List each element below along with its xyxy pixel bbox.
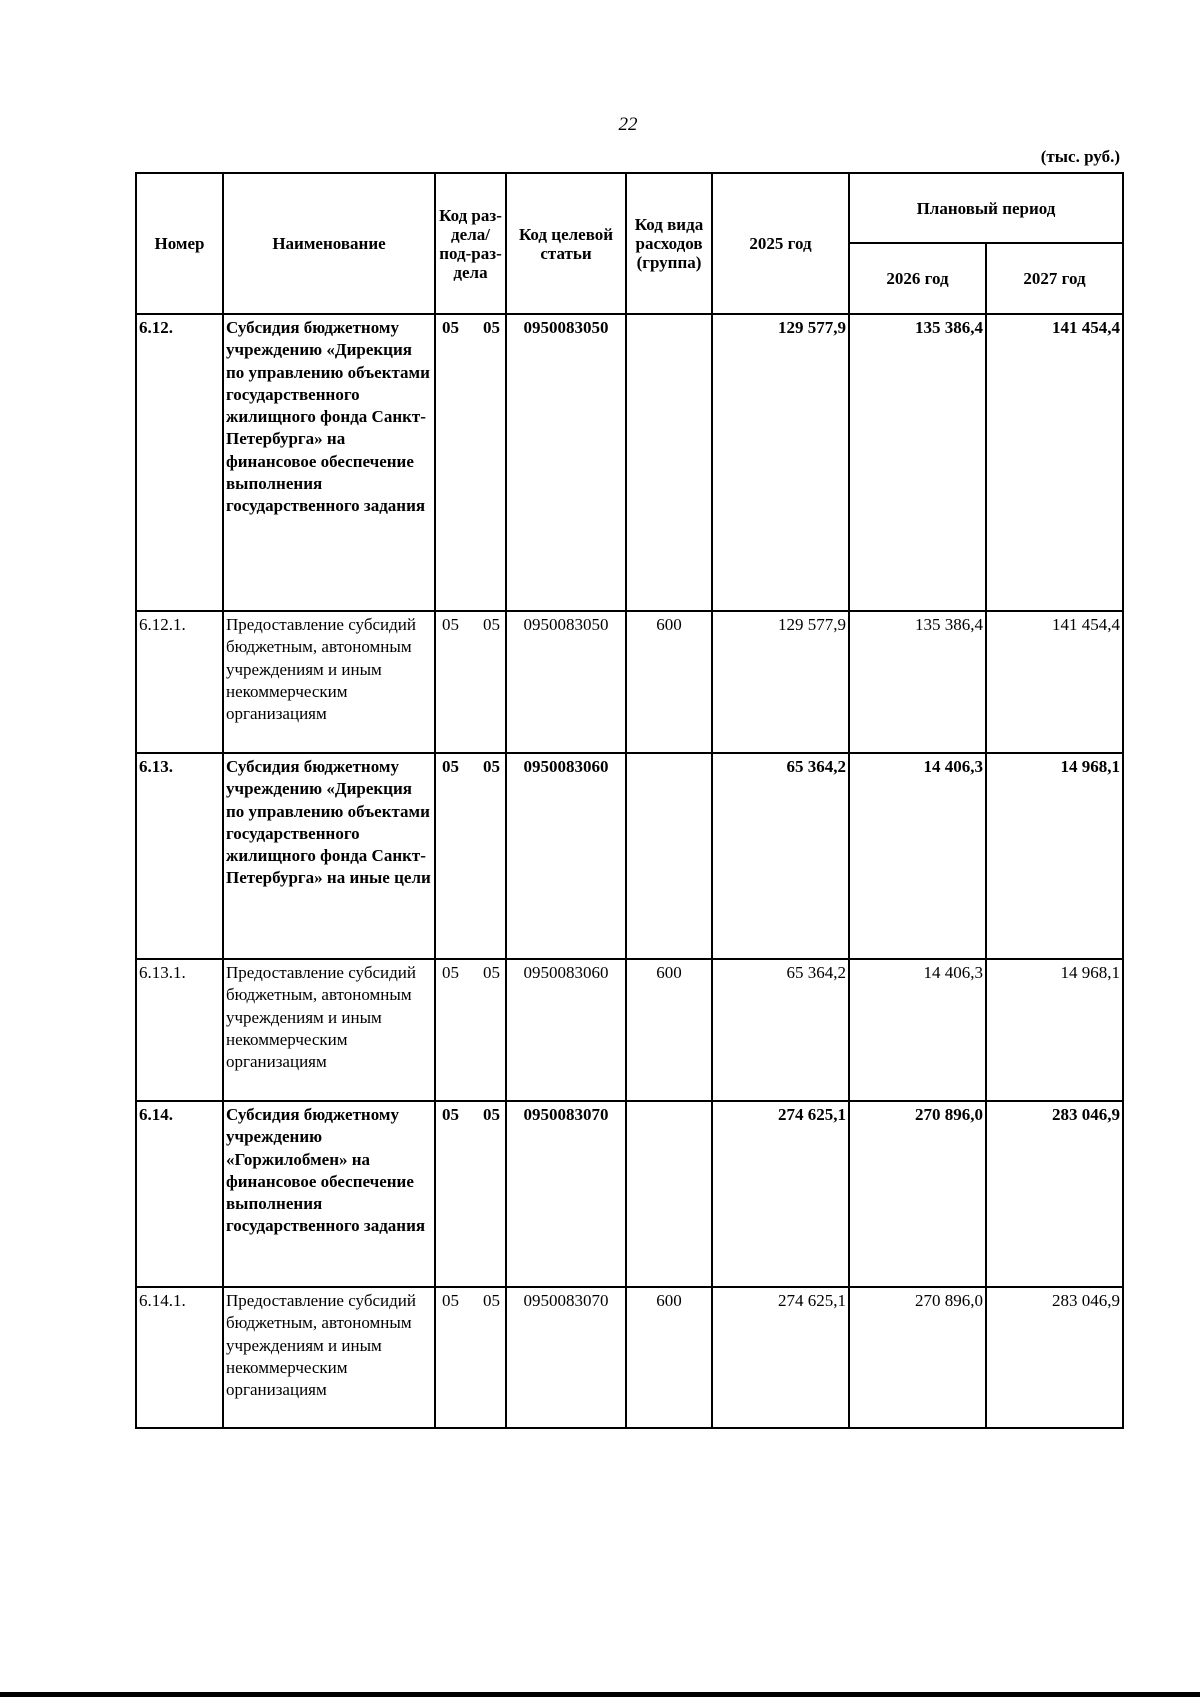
row-name: Предоставление субсидий бюджетным, автономным учреждениям и иным некоммерческим организациям	[223, 611, 435, 753]
table-row	[136, 1101, 1123, 1287]
row-section: 05	[442, 1105, 459, 1124]
row-number: 6.14.	[136, 1101, 223, 1287]
row-expense-group: 600	[626, 611, 712, 753]
row-amount-2026: 270 896,0	[849, 1287, 986, 1428]
table-row	[136, 1287, 1123, 1428]
row-number: 6.13.1.	[136, 959, 223, 1101]
table-row	[136, 959, 1123, 1101]
row-expense-group	[626, 314, 712, 611]
row-amount-2025: 129 577,9	[712, 314, 849, 611]
row-amount-2026: 14 406,3	[849, 753, 986, 959]
row-amount-2026: 270 896,0	[849, 1101, 986, 1287]
row-amount-2025: 274 625,1	[712, 1101, 849, 1287]
row-name: Субсидия бюджетному учреждению «Горжилобмен» на финансовое обеспечение выполнения государственного задания	[223, 1101, 435, 1287]
row-name: Предоставление субсидий бюджетным, автономным учреждениям и иным некоммерческим организациям	[223, 1287, 435, 1428]
row-section: 05	[442, 615, 459, 634]
row-section-code	[435, 611, 506, 753]
row-number: 6.12.	[136, 314, 223, 611]
row-amount-2027: 283 046,9	[986, 1101, 1123, 1287]
row-target-code: 0950083070	[506, 1101, 626, 1287]
row-amount-2027: 14 968,1	[986, 753, 1123, 959]
page-number: 22	[618, 114, 638, 135]
row-target-code: 0950083060	[506, 959, 626, 1101]
row-amount-2025: 274 625,1	[712, 1287, 849, 1428]
budget-table	[135, 172, 1124, 1429]
table-header	[136, 173, 1123, 314]
row-expense-group	[626, 1101, 712, 1287]
row-amount-2027: 141 454,4	[986, 611, 1123, 753]
row-amount-2026: 135 386,4	[849, 611, 986, 753]
header-planning-period: Плановый период	[849, 173, 1123, 243]
row-section-code	[435, 959, 506, 1101]
row-subsection: 05	[483, 757, 500, 776]
row-name: Предоставление субсидий бюджетным, автономным учреждениям и иным некоммерческим организациям	[223, 959, 435, 1101]
row-number: 6.14.1.	[136, 1287, 223, 1428]
row-amount-2027: 283 046,9	[986, 1287, 1123, 1428]
row-name: Субсидия бюджетному учреждению «Дирекция по управлению объектами государственного жилищного фонда Санкт-Петербурга» на иные цели	[223, 753, 435, 959]
row-target-code: 0950083070	[506, 1287, 626, 1428]
row-amount-2025: 129 577,9	[712, 611, 849, 753]
row-target-code: 0950083050	[506, 611, 626, 753]
row-subsection: 05	[483, 963, 500, 982]
row-expense-group	[626, 753, 712, 959]
row-subsection: 05	[483, 318, 500, 337]
row-section-code	[435, 1287, 506, 1428]
row-target-code: 0950083050	[506, 314, 626, 611]
table-row	[136, 314, 1123, 611]
row-section: 05	[442, 963, 459, 982]
row-amount-2027: 14 968,1	[986, 959, 1123, 1101]
row-section-code	[435, 314, 506, 611]
header-year-2025: 2025 год	[712, 173, 849, 314]
header-target-code: Код целевой статьи	[506, 173, 626, 314]
row-name: Субсидия бюджетному учреждению «Дирекция по управлению объектами государственного жилищного фонда Санкт-Петербурга» на финансовое обеспечение выполнения государственного задания	[223, 314, 435, 611]
row-expense-group: 600	[626, 959, 712, 1101]
scan-bottom-edge	[0, 1692, 1200, 1697]
row-subsection: 05	[483, 1105, 500, 1124]
row-amount-2026: 135 386,4	[849, 314, 986, 611]
row-number: 6.12.1.	[136, 611, 223, 753]
row-subsection: 05	[483, 615, 500, 634]
header-number: Номер	[136, 173, 223, 314]
row-amount-2027: 141 454,4	[986, 314, 1123, 611]
row-target-code: 0950083060	[506, 753, 626, 959]
header-expense-type: Код вида расходов (группа)	[626, 173, 712, 314]
header-section-code: Код раз-дела/ под-раз-дела	[435, 173, 506, 314]
row-section: 05	[442, 757, 459, 776]
row-section: 05	[442, 1291, 459, 1310]
row-expense-group: 600	[626, 1287, 712, 1428]
header-year-2027: 2027 год	[986, 243, 1123, 314]
table-row	[136, 611, 1123, 753]
row-subsection: 05	[483, 1291, 500, 1310]
header-year-2026: 2026 год	[849, 243, 986, 314]
row-amount-2025: 65 364,2	[712, 753, 849, 959]
row-section-code	[435, 753, 506, 959]
row-amount-2026: 14 406,3	[849, 959, 986, 1101]
row-number: 6.13.	[136, 753, 223, 959]
units-note: (тыс. руб.)	[1040, 147, 1120, 166]
table-row	[136, 753, 1123, 959]
row-amount-2025: 65 364,2	[712, 959, 849, 1101]
header-name: Наименование	[223, 173, 435, 314]
row-section: 05	[442, 318, 459, 337]
row-section-code	[435, 1101, 506, 1287]
